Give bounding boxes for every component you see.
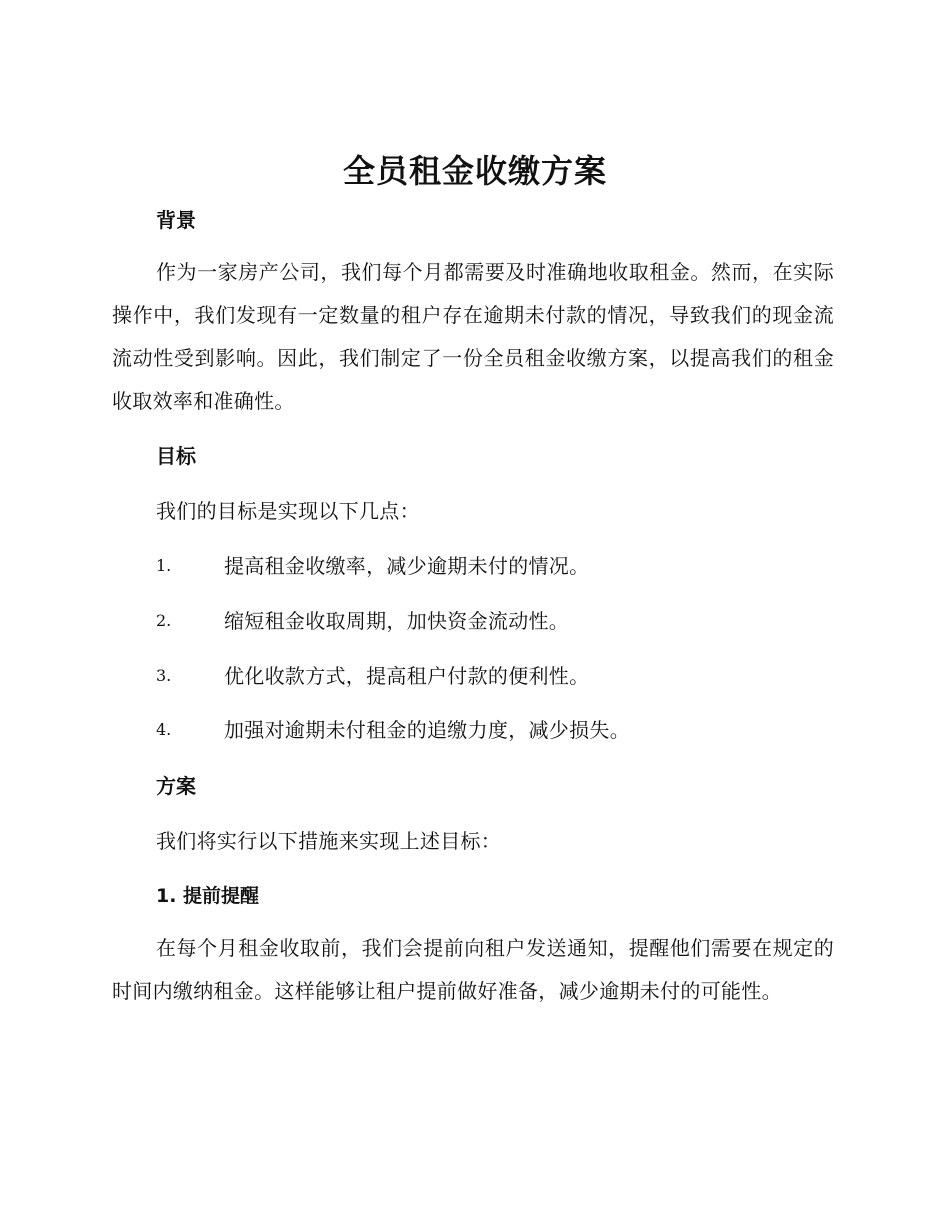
- list-text: 加强对逾期未付租金的追缴力度，减少损失。: [224, 718, 630, 742]
- list-text: 优化收款方式，提高租户付款的便利性。: [224, 664, 590, 688]
- background-heading: 背景: [156, 208, 196, 232]
- list-text: 提高租金收缴率，减少逾期未付的情况。: [224, 554, 590, 578]
- list-number: 2.: [156, 611, 172, 630]
- plan-section-paragraph: 在每个月租金收取前，我们会提前向租户发送通知，提醒他们需要在规定的时间内缴纳租金。这样能够让租户提前做好准备，减少逾期未付的可能性。: [112, 936, 834, 1003]
- list-text: 缩短租金收取周期，加快资金流动性。: [224, 609, 570, 633]
- plan-heading: 方案: [156, 774, 196, 798]
- background-paragraph: 作为一家房产公司，我们每个月都需要及时准确地收取租金。然而，在实际操作中，我们发现有一定数量的租户存在逾期未付款的情况，导致我们的现金流流动性受到影响。因此，我们制定了一份全员租金收缴方案，以提高我们的租金收取效率和准确性。: [112, 260, 834, 413]
- plan-section-heading: 1. 提前提醒: [156, 885, 260, 907]
- plan-intro: 我们将实行以下措施来实现上述目标：: [156, 829, 502, 853]
- list-number: 1.: [156, 556, 172, 575]
- list-number: 3.: [156, 666, 172, 685]
- document-title: 全员租金收缴方案: [342, 152, 607, 190]
- goals-heading: 目标: [156, 444, 196, 468]
- list-number: 4.: [156, 720, 172, 739]
- goals-intro: 我们的目标是实现以下几点：: [156, 499, 420, 523]
